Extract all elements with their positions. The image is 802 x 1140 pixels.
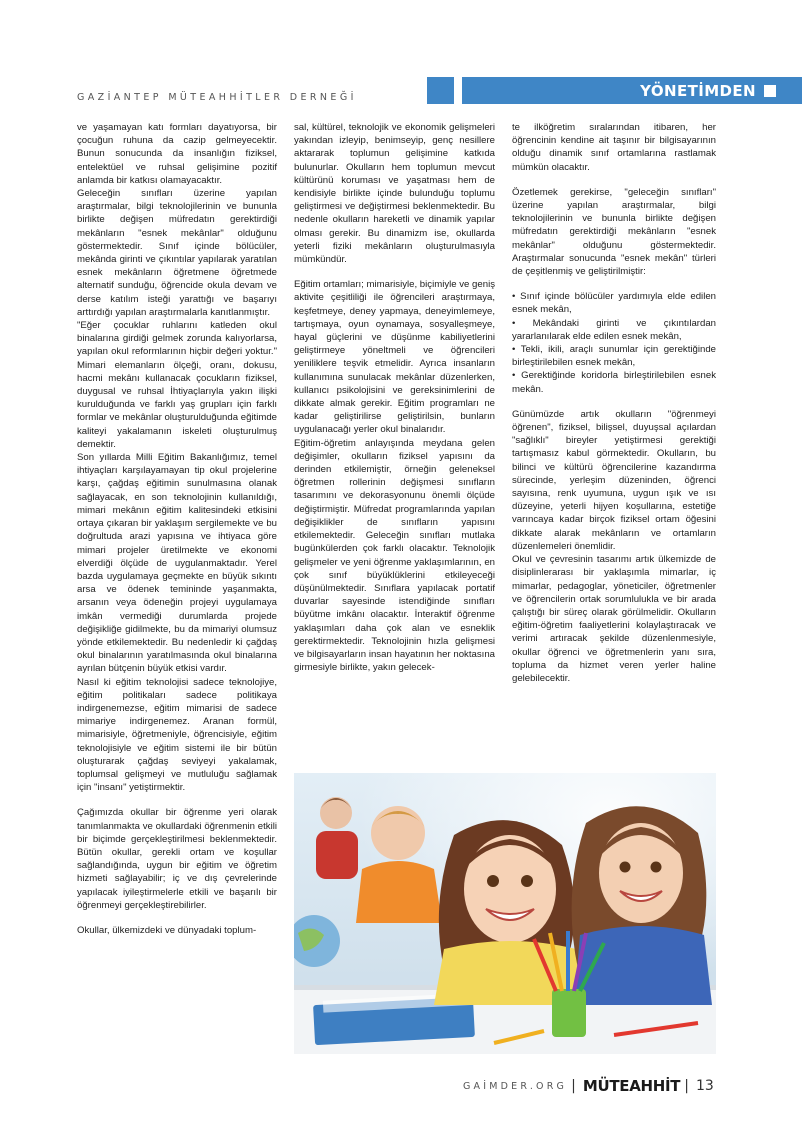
header-accent-block <box>427 77 454 104</box>
association-name: GAZİANTEP MÜTEAHHİTLER DERNEĞİ <box>77 92 357 103</box>
footer-website: GAİMDER.ORG <box>463 1080 568 1092</box>
footer-divider: | <box>684 1078 689 1094</box>
paragraph: Okullar, ülkemizdeki ve dünyadaki toplum- <box>77 924 257 936</box>
paragraph: Özetlemek gerekirse, "geleceğin sınıfları" üzerine yapılan araştırmalar, bilgi teknolojilerinin ve bununla birlikte değişen müfredatın gerektirdiği mekânların "esnek mekânlar" olduğunu göstermektedir. Araştırmalar sonucunda "esnek mekân" türleri de çeşitlenmiş ve geliştirilmiştir: <box>512 186 716 278</box>
paragraph: Çağımızda okullar bir öğrenme yeri olarak tanımlanmakta ve okullardaki öğrenmenin etkili bir biçimde gerçekleştirilmesi beklenmektedir. Bütün okullar, gerekli ortam ve koşullar sağlandığında, uygun bir eğitim ve öğretim hizmeti sağlayabilir; iç ve dış çevrelerinde yapılacak iyileştirmelerle etkili ve başarılı bir öğrenmeyi gerçekleştirebilirler. <box>77 807 277 911</box>
page-number: 13 <box>695 1078 714 1094</box>
article-column-3 <box>512 121 716 685</box>
paragraph: Son yıllarda Milli Eğitim Bakanlığımız, temel ihtiyaçları karşılayamayan tip okul projelerine karşı, çağdaş eğitimin sunulmasına olanak sağlayacak, en son teknolojinin kullanıldığı, mimari mekânın eğitim kalitesindeki etkisini ortaya çıkaran bir yaklaşım sergilemekte ve bu doğrultuda arazi yapısına ve ihtiyaca göre mimari projeler üretilmekte ve ekonomi elverdiği ölçüde de uygulanmaktadır. Yerel bazda uygulamaya geçmekte en büyük sıkıntı arsa ve ödenek temininde yaşanmakta, arsanın veya ödeneğin projeyi uygulamaya imkân vermediği durumlarda projede değişikliğe gidilmekte, bu da mimariyi olumsuz yönde etkilemektedir. Bu nedenledir ki çağdaş okul binalarının yaratılmasında okul binalarına ayrılan bütçenin büyük etkisi vardır. <box>77 452 277 675</box>
bullet-item: • Mekândaki girinti ve çıkıntılardan yararlanılarak elde edilen esnek mekân, <box>512 317 716 342</box>
bullet-item: • Tekli, ikili, araçlı sunumlar için gerektiğinde birleştirilebilen esnek mekân, <box>512 344 716 369</box>
children-photo <box>294 773 716 1054</box>
paragraph: Eğitim ortamları; mimarisiyle, biçimiyle ve geniş aktivite çeşitliliği ile öğrencileri araştırmaya, keşfetmeye, deney yapmaya, deneyimlemeye, tartışmaya, oyun oynamaya, sosyalleşmeye, hayal güçlerini ve düşünme kabiliyetlerini geliştirmeye yöneltmeli ve öğrencileri yeniliklere teşvik etmelidir. Ayrıca insanların kullanımına sunulacak mekânlar düzenlerken, kullanıcı psikolojisini ve gereksinimlerini de dikkate almak gerekir. Eğitim programları ne kadar geliştirilirse geliştirilsin, bunların uygulanacağı yerler okul binalarıdır. <box>294 279 495 436</box>
paragraph: Günümüzde artık okulların "öğrenmeyi öğrenen", fiziksel, bilişsel, duyuşsal açılardan "sağlıklı" bireyler yetiştirmesi gerektiği tartışmasız kabul görmektedir. Okulların, bu bilinci ve kültürü öğrencilerine kazandırma sürecinde, yerleşim düzeninden, öğrenci sayısına, renk uyumuna, uygun ışık ve ısı düzeyine, yeterli hijyen koşullarına, estetiğe varıncaya kadar birçok fiziksel ortam öğesini dikkate alarak mekânların ve ortamların düzenlemeleri önemlidir. <box>512 408 716 552</box>
section-title: YÖNETİMDEN <box>640 81 756 100</box>
paragraph: Okul ve çevresinin tasarımı artık ülkemizde de disiplinlerarası bir yaklaşımla mimarlar, iç mimarlar, pedagoglar, yöneticiler, öğretmenler ve öğrencilerin ortak sorumlulukla ve bir arada çalıştığı bir süreç olarak görülmelidir. Okulların eğitim-öğretim faaliyetlerini kolaylaştıracak ve verimi artıracak şekilde düzenlenmesiyle, okullar öğrenci ve öğretmenlerin yanı sıra, topluma da hizmet veren yerler haline gelebilecektir. <box>512 554 716 684</box>
magazine-logo: MÜTEAHHİT <box>582 1077 681 1095</box>
paragraph: "Eğer çocuklar ruhlarını katleden okul binalarına girdiği gelmek zorunda kalıyorlarsa, yapılan okul reformlarının hiçbir değeri yoktur." Mimari elemanların ölçeği, oranı, dokusu, hacmi mekânı kullanacak çocukların fiziksel, duygusal ve ruhsal İhtiyaçlarıyla yakın ilişki kurulduğunda ve farklı yaş grupları için farklı formlar ve mekânlar oluşturulduğunda eğitimde kaliteyi yakalamanın iskeleti oluşturulmuş demektir. <box>77 320 277 450</box>
paragraph: sal, kültürel, teknolojik ve ekonomik gelişmeleri yakından izleyip, benimseyip, genç nesillere aktararak toplumun gelişimine katkıda bulunurlar. Okulların hem toplumun mevcut kültürünü koruması ve yaşatması hem de kendisiyle birlikte içinde bulunduğu toplumu geliştirmesi ve değiştirmesi beklenmektedir. Bu nedenle okulların hareketli ve dinamik yapılar olması gerekir. Bu dinamizm ise, okullarda yeterli fiziki mekânların oluşturulmasıyla mümkündür. <box>294 122 495 266</box>
section-banner <box>462 77 802 104</box>
paragraph: Geleceğin sınıfları üzerine yapılan araştırmalar, bilgi teknolojilerinin ve bununla birlikte değişen müfredatın gerektirdiği mekânların "esnek mekânlar" olduğunu göstermektedir. Sınıf içinde bölücüler, mekânda girinti ve çıkıntılar yapılarak yaratılan esnek mekânların öğretmene öğretmede alternatif sunduğu, öğrencide okula devam ve derse katılım isteği yarattığı ve başarıyı arttırdığı yapılan araştırmalarla kanıtlanmıştır. <box>77 188 277 318</box>
footer-divider: | <box>571 1078 576 1094</box>
paragraph: te ilköğretim sıralarından itibaren, her öğrencinin kendine ait taşınır bir bilgisayarının olduğu dinamik sınıf ortamlarına rastlamak mümkün olacaktır. <box>512 122 716 173</box>
article-column-1 <box>77 121 277 937</box>
paragraph: Eğitim-öğretim anlayışında meydana gelen değişimler, okulların fiziksel yapısını da derinden etkilemiştir, örneğin geleneksel öğretmen rollerinin değişmesi sınıfların tasarımını ve dekorasyonunu önemli ölçüde değiştirmiştir. Müfredat programlarında yapılan değişiklikler de sınıfların yapısını etkilemektedir. Geleceğin sınıfları mutlaka bugünkülerden çok farklı olacaktır. Teknolojik gelişmeler ve yeni öğrenme yaklaşımlarının, en çok sınıf büyüklüklerini etkileyeceği düşünülmektedir. Sınıflara yapılacak portatif duvarlar sayesinde istendiğinde sınıfları büyütme imkânı olacaktır. İnteraktif öğrenme yaklaşımları daha çok alan ve esneklik gerektirmektedir. Teknolojinin hızla gelişmesi ve bilgisayarların insan hayatının her noktasına girmesiyle birlikte, yakın gelecek- <box>294 437 495 674</box>
paragraph: Nasıl ki eğitim teknolojisi sadece teknolojiye, eğitim politikaları sadece politikaya indirgenemezse, eğitim mimarisi de sadece mimariye indirgenemez. Aranan formül, mimarisiyle, öğretmeniyle, öğrencisiyle, eğitim teknolojisiyle ve eğitim sistemi ile bir bütün oluşturarak çağdaş seviyeyi yakalamak, toplumsal gelişmeyi ve mutluluğu sağlamak için "insanı" yetiştirmektir. <box>77 676 277 794</box>
header-square-icon <box>764 85 776 97</box>
paragraph: ve yaşamayan katı formları dayatıyorsa, bir çocuğun ruhuna da cazip gelmeyecektir. Bunun sonucunda da insanlığın fiziksel, entelektüel ve ruhsal gelişimine pozitif anlamda bir katkısı olamayacaktır. <box>77 122 277 186</box>
bullet-item: • Sınıf içinde bölücüler yardımıyla elde edilen esnek mekân, <box>512 291 716 316</box>
bullet-item: • Gerektiğinde koridorla birleştirilebilen esnek mekân. <box>512 370 716 395</box>
article-column-2 <box>294 121 495 769</box>
page-footer <box>463 1075 714 1097</box>
